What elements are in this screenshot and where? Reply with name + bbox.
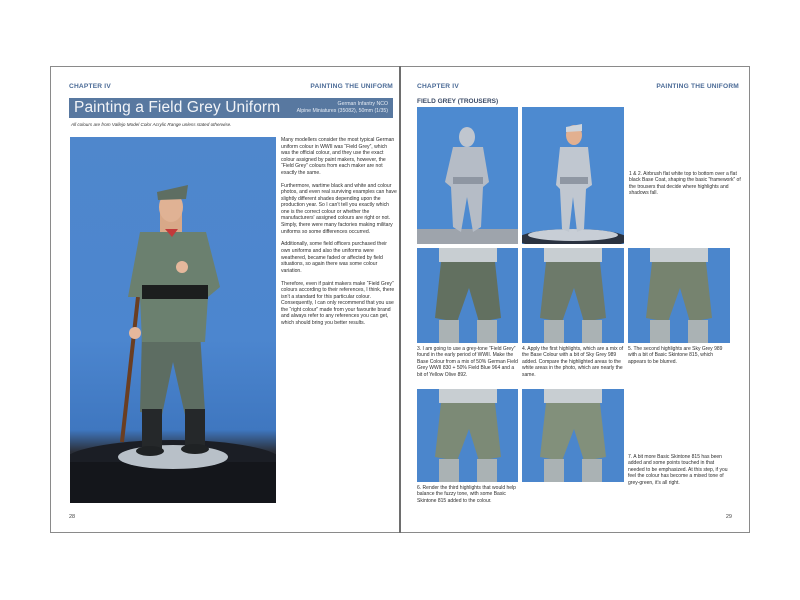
paragraph: Therefore, even if paint makers make “Field Grey” colours according to their references, I think, there isn't a standard for this particular colour. Consequently, I can only recommend that you use the “right colour” made from your favourite brand and always refer to any references you can get, which should bring you better results. (281, 280, 395, 326)
step-photo-2 (522, 107, 624, 244)
figure-primed-side (522, 107, 624, 244)
figure-maker: Alpine Miniatures (35082), 50mm (1/35) (296, 108, 388, 114)
paint-note: All colours are from Vallejo Model Color Acrylic Range unless stated otherwise. (71, 122, 232, 127)
caption-1-2: 1 & 2. Airbrush flat white top to bottom over a flat black Base Coat, shaping the basic “framework” of the trousers that decide where highlights and shadows fall. (629, 171, 741, 197)
chapter-label: CHAPTER IV (69, 83, 111, 90)
step-photo-4 (522, 248, 624, 343)
figure-primed-front (417, 107, 518, 244)
step-photo-3 (417, 248, 518, 343)
caption-4: 4. Apply the first highlights, which are a mix of the Base Colour with a bit of Sky Grey 989 added. Compare the highlighted areas to the white areas in the photo, which are nearly the same. (522, 346, 624, 378)
trousers-third-highlights (417, 389, 518, 482)
trousers-second-highlights (628, 248, 730, 343)
article-body (281, 137, 397, 333)
caption-3: 3. I am going to use a grey-tone “Field Grey” found in the early period of WWII. Make the Base Colour from a mix of 50% German Field Grey WWII 830 + 50% Field Blue 964 and a bit of Yellow Olive 892. (417, 346, 518, 378)
page-title: Painting a Field Grey Uniform (74, 99, 281, 116)
section-heading: FIELD GREY (TROUSERS) (417, 98, 499, 105)
section-label: PAINTING THE UNIFORM (656, 83, 739, 90)
step-photo-5 (628, 248, 730, 343)
page-number: 29 (725, 514, 732, 520)
step-photo-6 (417, 389, 518, 482)
paragraph: Many modellers consider the most typical German uniform colour in WWII was “Field Grey”, which was the official colour, and they use the exact colour assigned by paint makers, however, the “Field Grey” colours from each maker are not exactly the same. (281, 137, 395, 176)
step-photo-1 (417, 107, 518, 244)
figure-illustration (70, 137, 276, 503)
right-page (401, 67, 750, 532)
chapter-label: CHAPTER IV (417, 83, 459, 90)
trousers-base-colour (417, 248, 518, 343)
caption-7: 7. A bit more Basic Skintone 815 has been added and some points touched in that needed to be emphasized. At this step, if you feel the colour has become a mixed tone of grey-green, it's all right. (628, 454, 728, 486)
paragraph: Furthermore, wartime black and white and colour photos, and even real surviving examples can have slightly different shades depending upon the production year. So I can't tell you exactly which one is the correct colour or whether the manufacturers' assigned colours are right or not. Simply, there were many factories making military uniforms so some differences occurred. (281, 182, 397, 235)
left-page (51, 67, 400, 532)
main-figure-photo (70, 137, 276, 503)
section-label: PAINTING THE UNIFORM (310, 83, 393, 90)
paragraph: Additionally, some field officers purchased their own uniforms and also the uniforms were weathered, became faded or affected by field situations, so again there was some colour variation. (281, 241, 387, 274)
step-photo-7 (522, 389, 624, 482)
caption-6: 6. Render the third highlights that would help balance the fuzzy tone, with some Basic Skintone 815 added to the colour. (417, 485, 516, 504)
figure-name: German Infantry NCO (337, 101, 388, 107)
book-spine (399, 66, 401, 533)
title-bar (69, 98, 393, 118)
trousers-first-highlights (522, 248, 624, 343)
trousers-final-highlights (522, 389, 624, 482)
caption-5: 5. The second highlights are Sky Grey 989 with a bit of Basic Skintone 815, which appears to be blurred. (628, 346, 723, 365)
page-number: 28 (69, 514, 76, 520)
figure-info (297, 101, 388, 115)
